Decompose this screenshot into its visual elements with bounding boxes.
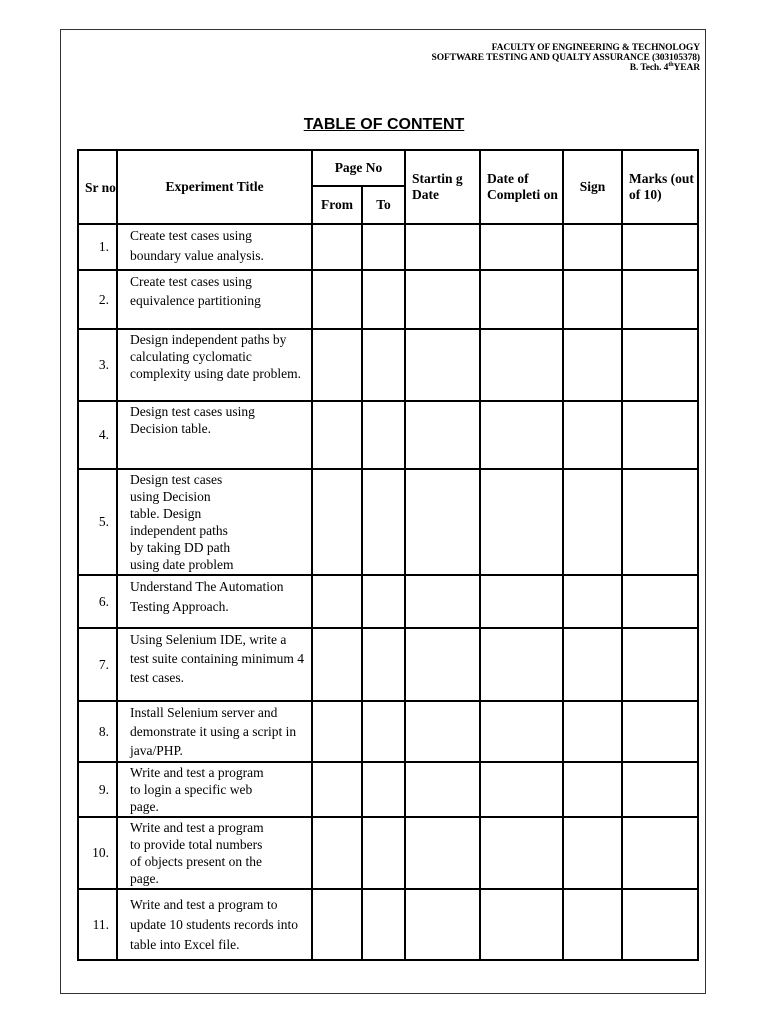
starting-date-cell bbox=[405, 575, 480, 628]
row-sr: 2. bbox=[78, 270, 117, 329]
course-line: SOFTWARE TESTING AND QUALTY ASSURANCE (303105378) bbox=[431, 53, 700, 63]
marks-cell bbox=[622, 270, 698, 329]
marks-cell bbox=[622, 469, 698, 575]
row-title: Install Selenium server and demonstrate it using a script in java/PHP. bbox=[117, 701, 312, 762]
to-cell bbox=[362, 701, 405, 762]
completion-date-cell bbox=[480, 628, 563, 701]
from-cell bbox=[312, 628, 362, 701]
faculty-line: FACULTY OF ENGINEERING & TECHNOLOGY bbox=[491, 43, 700, 53]
header-page-no: Page No bbox=[312, 150, 405, 186]
marks-cell bbox=[622, 329, 698, 401]
to-cell bbox=[362, 889, 405, 960]
to-cell bbox=[362, 329, 405, 401]
header-from: From bbox=[312, 186, 362, 224]
marks-cell bbox=[622, 628, 698, 701]
from-cell bbox=[312, 329, 362, 401]
to-cell bbox=[362, 469, 405, 575]
starting-date-cell bbox=[405, 270, 480, 329]
header-starting-date: Startin g Date bbox=[405, 150, 480, 224]
from-cell bbox=[312, 762, 362, 817]
row-sr: 6. bbox=[78, 575, 117, 628]
header-sr-no: Sr no bbox=[78, 150, 117, 224]
year-line: B. Tech. 4thYEAR bbox=[629, 61, 700, 73]
row-title: Understand The Automation Testing Approach. bbox=[117, 575, 312, 628]
to-cell bbox=[362, 270, 405, 329]
row-title: Write and test a program to update 10 students records into table into Excel file. bbox=[117, 889, 312, 960]
to-cell bbox=[362, 224, 405, 270]
row-sr: 5. bbox=[78, 469, 117, 575]
sign-cell bbox=[563, 762, 622, 817]
table-row bbox=[78, 469, 698, 575]
row-title: Design test cases using Decision table. Design independent paths by taking DD path using date problem bbox=[117, 469, 312, 575]
document-header bbox=[432, 43, 700, 73]
marks-cell bbox=[622, 401, 698, 469]
sign-cell bbox=[563, 270, 622, 329]
row-sr: 1. bbox=[78, 224, 117, 270]
completion-date-cell bbox=[480, 469, 563, 575]
completion-date-cell bbox=[480, 329, 563, 401]
table-row bbox=[78, 270, 698, 329]
row-title: Design test cases using Decision table. bbox=[117, 401, 312, 469]
marks-cell bbox=[622, 817, 698, 889]
marks-cell bbox=[622, 889, 698, 960]
header-date-of-completion: Date of Completi on bbox=[480, 150, 563, 224]
to-cell bbox=[362, 575, 405, 628]
table-row bbox=[78, 401, 698, 469]
row-title: Create test cases using boundary value analysis. bbox=[117, 224, 312, 270]
row-sr: 7. bbox=[78, 628, 117, 701]
row-title: Create test cases using equivalence partitioning bbox=[117, 270, 312, 329]
row-title: Write and test a program to login a specific web page. bbox=[117, 762, 312, 817]
sign-cell bbox=[563, 329, 622, 401]
from-cell bbox=[312, 817, 362, 889]
table-row bbox=[78, 889, 698, 960]
sign-cell bbox=[563, 701, 622, 762]
from-cell bbox=[312, 469, 362, 575]
completion-date-cell bbox=[480, 762, 563, 817]
to-cell bbox=[362, 401, 405, 469]
to-cell bbox=[362, 628, 405, 701]
sign-cell bbox=[563, 628, 622, 701]
header-to: To bbox=[362, 186, 405, 224]
marks-cell bbox=[622, 701, 698, 762]
to-cell bbox=[362, 817, 405, 889]
table-of-content bbox=[77, 149, 699, 961]
completion-date-cell bbox=[480, 575, 563, 628]
sign-cell bbox=[563, 817, 622, 889]
starting-date-cell bbox=[405, 889, 480, 960]
starting-date-cell bbox=[405, 469, 480, 575]
completion-date-cell bbox=[480, 270, 563, 329]
from-cell bbox=[312, 270, 362, 329]
to-cell bbox=[362, 762, 405, 817]
row-sr: 8. bbox=[78, 701, 117, 762]
from-cell bbox=[312, 401, 362, 469]
table-row bbox=[78, 701, 698, 762]
row-title: Using Selenium IDE, write a test suite containing minimum 4 test cases. bbox=[117, 628, 312, 701]
page-title: TABLE OF CONTENT bbox=[303, 116, 465, 133]
from-cell bbox=[312, 889, 362, 960]
starting-date-cell bbox=[405, 817, 480, 889]
completion-date-cell bbox=[480, 889, 563, 960]
header-sign: Sign bbox=[563, 150, 622, 224]
row-sr: 10. bbox=[78, 817, 117, 889]
starting-date-cell bbox=[405, 224, 480, 270]
header-marks: Marks (out of 10) bbox=[622, 150, 698, 224]
header-experiment-title: Experiment Title bbox=[117, 150, 312, 224]
table-row bbox=[78, 329, 698, 401]
table-row bbox=[78, 817, 698, 889]
marks-cell bbox=[622, 575, 698, 628]
marks-cell bbox=[622, 762, 698, 817]
sign-cell bbox=[563, 469, 622, 575]
starting-date-cell bbox=[405, 762, 480, 817]
table-row bbox=[78, 762, 698, 817]
sign-cell bbox=[563, 224, 622, 270]
starting-date-cell bbox=[405, 329, 480, 401]
completion-date-cell bbox=[480, 817, 563, 889]
starting-date-cell bbox=[405, 628, 480, 701]
sign-cell bbox=[563, 575, 622, 628]
from-cell bbox=[312, 701, 362, 762]
row-sr: 9. bbox=[78, 762, 117, 817]
row-title: Design independent paths by calculating cyclomatic complexity using date problem. bbox=[117, 329, 312, 401]
row-sr: 11. bbox=[78, 889, 117, 960]
starting-date-cell bbox=[405, 401, 480, 469]
row-title: Write and test a program to provide total numbers of objects present on the page. bbox=[117, 817, 312, 889]
completion-date-cell bbox=[480, 401, 563, 469]
starting-date-cell bbox=[405, 701, 480, 762]
from-cell bbox=[312, 575, 362, 628]
marks-cell bbox=[622, 224, 698, 270]
completion-date-cell bbox=[480, 224, 563, 270]
table-row bbox=[78, 628, 698, 701]
sign-cell bbox=[563, 889, 622, 960]
sign-cell bbox=[563, 401, 622, 469]
table-row bbox=[78, 224, 698, 270]
completion-date-cell bbox=[480, 701, 563, 762]
from-cell bbox=[312, 224, 362, 270]
table-row bbox=[78, 575, 698, 628]
row-sr: 3. bbox=[78, 329, 117, 401]
row-sr: 4. bbox=[78, 401, 117, 469]
